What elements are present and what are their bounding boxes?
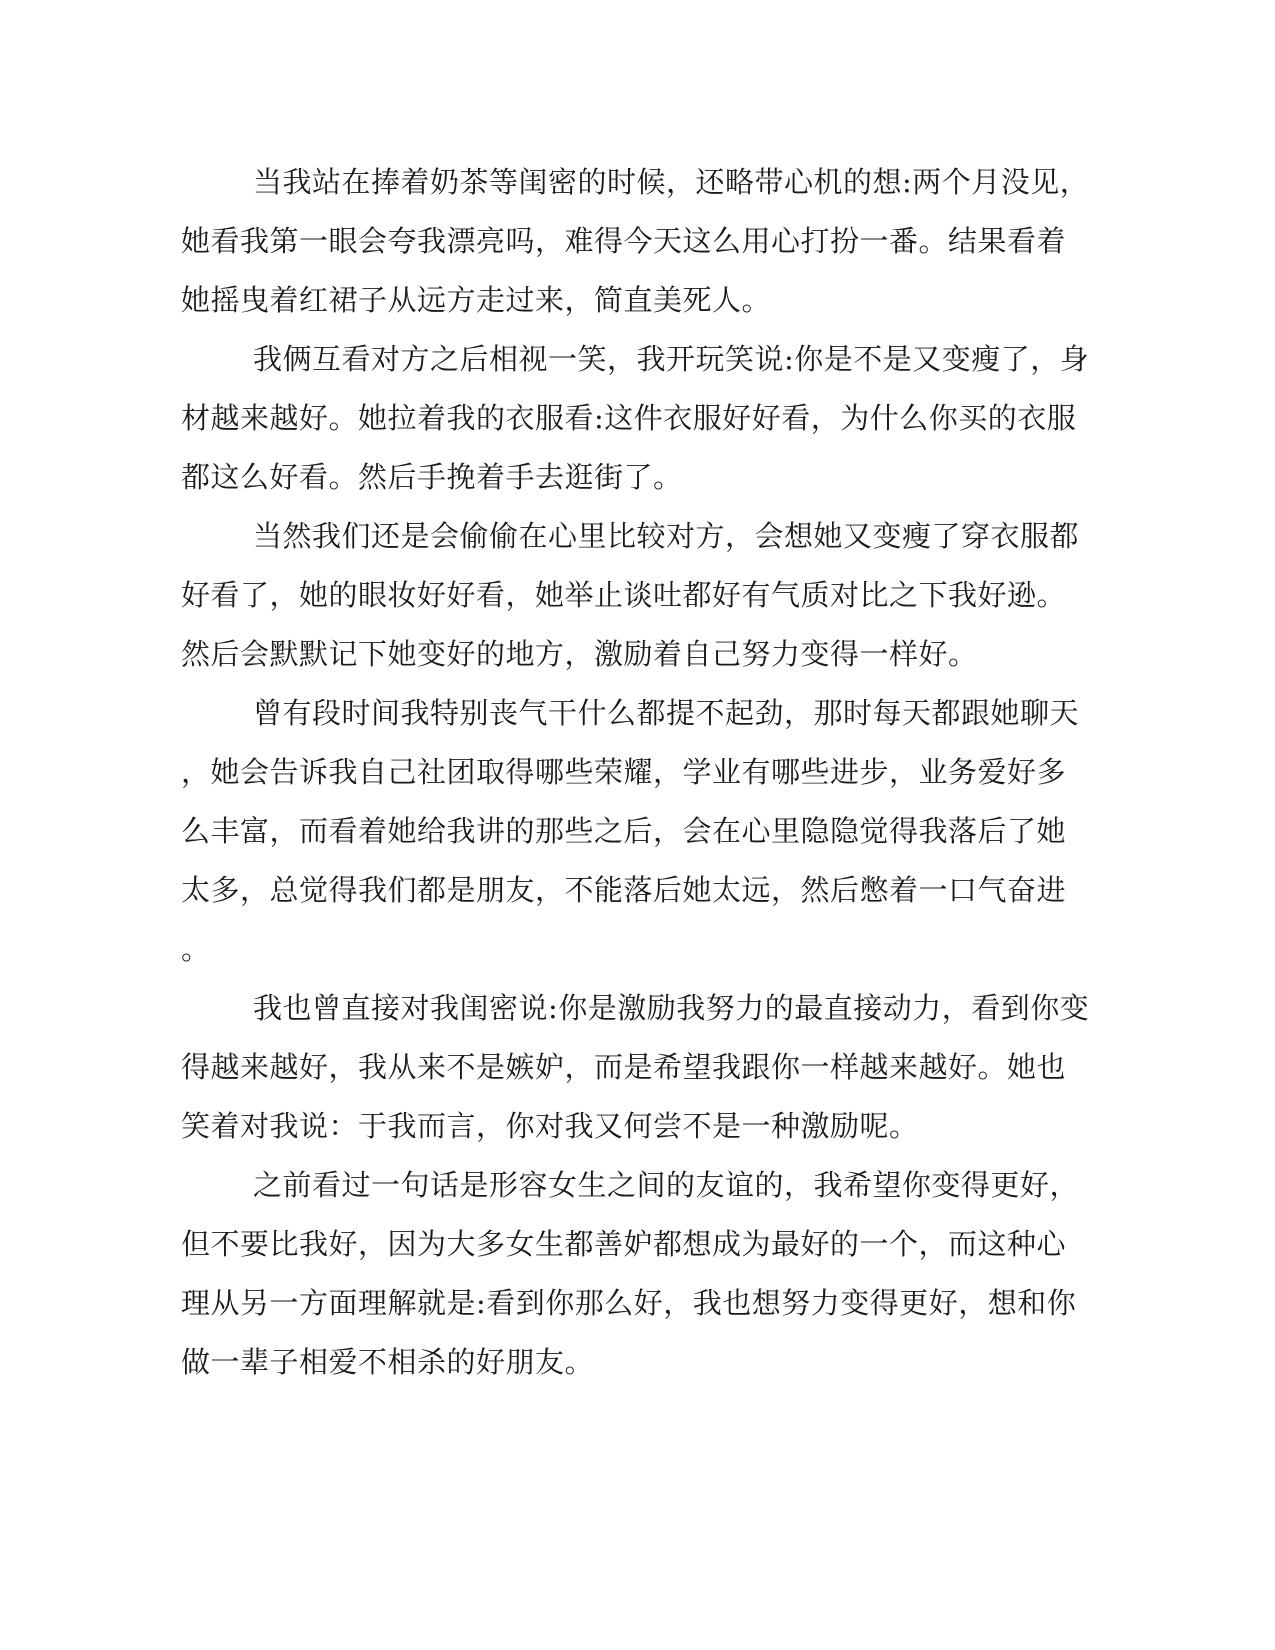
paragraph-4-line-5: 。 [181,932,211,966]
paragraph-4-line-2: ，她会告诉我自己社团取得哪些荣耀，学业有哪些进步，业务爱好多 [181,755,1067,789]
paragraph-3-line-3: 然后会默默记下她变好的地方，激励着自己努力变得一样好。 [181,637,978,671]
paragraph-6-line-3: 理从另一方面理解就是:看到你那么好，我也想努力变得更好，想和你 [181,1286,1077,1320]
paragraph-3-line-2: 好看了，她的眼妆好好看，她举止谈吐都好有气质对比之下我好逊。 [181,578,1067,612]
paragraph-1-line-1: 当我站在捧着奶茶等闺密的时候，还略带心机的想:两个月没见， [253,165,1090,199]
paragraph-6-line-4: 做一辈子相爱不相杀的好朋友。 [181,1345,595,1379]
paragraph-1-line-2: 她看我第一眼会夸我漂亮吗，难得今天这么用心打扮一番。结果看着 [181,224,1067,258]
paragraph-3-line-1: 当然我们还是会偷偷在心里比较对方，会想她又变瘦了穿衣服都 [253,519,1080,553]
paragraph-5-line-1: 我也曾直接对我闺密说:你是激励我努力的最直接动力，看到你变 [253,991,1090,1025]
paragraph-4-line-1: 曾有段时间我特别丧气干什么都提不起劲，那时每天都跟她聊天 [253,696,1080,730]
paragraph-2-line-2: 材越来越好。她拉着我的衣服看:这件衣服好好看，为什么你买的衣服 [181,401,1077,435]
paragraph-4-line-4: 太多，总觉得我们都是朋友，不能落后她太远，然后憋着一口气奋进 [181,873,1067,907]
paragraph-2-line-3: 都这么好看。然后手挽着手去逛街了。 [181,460,683,494]
paragraph-6-line-1: 之前看过一句话是形容女生之间的友谊的，我希望你变得更好， [253,1168,1080,1202]
paragraph-4-line-3: 么丰富，而看着她给我讲的那些之后，会在心里隐隐觉得我落后了她 [181,814,1067,848]
paragraph-6-line-2: 但不要比我好，因为大多女生都善妒都想成为最好的一个，而这种心 [181,1227,1067,1261]
paragraph-5-line-3: 笑着对我说：于我而言，你对我又何尝不是一种激励呢。 [181,1109,919,1143]
paragraph-5-line-2: 得越来越好，我从来不是嫉妒，而是希望我跟你一样越来越好。她也 [181,1050,1067,1084]
paragraph-2-line-1: 我俩互看对方之后相视一笑，我开玩笑说:你是不是又变瘦了，身 [253,342,1090,376]
paragraph-1-line-3: 她摇曳着红裙子从远方走过来，简直美死人。 [181,283,772,317]
